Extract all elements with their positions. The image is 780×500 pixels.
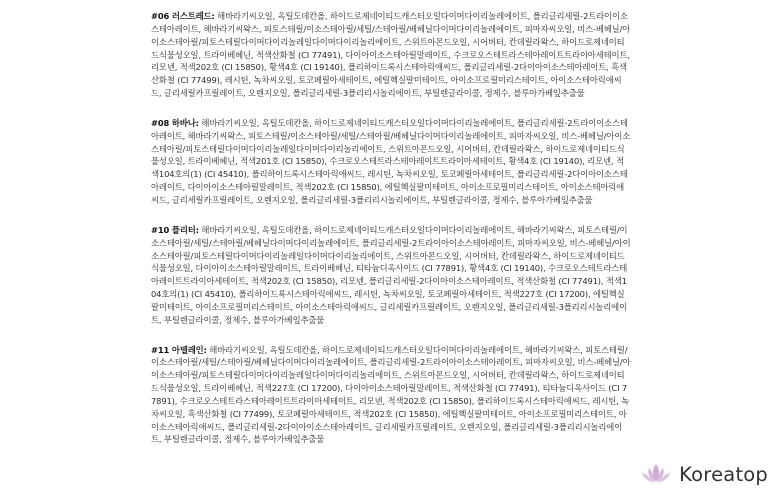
ingredient-list: 해바라기씨오일, 옥틸도데칸올, 하이드로제네이티드캐스터오일다이머다이리놀레에이트, 해바라기씨왁스, 피토스테릴/이소스테아릴/세틸/스테아릴/베헤닐다이머다이리놀레에이트, 폴리글리세릴-2트라이아이소스테아레이트, 피마자씨오일, 비스-베헤닐/아이소스테아릴/피토스테릴다이머다이리놀레일다이머다이리놀리에이트, 스위트아몬드오일, 시어버터, 칸데릴라왁스, 하이드로제네이티드식물성오일, 다이아이소스테아릴말레이트, 트라이베헤닌, 티타늄디옥사이드 (CI 77891), 황색4호 (CI 19140), 수크로오스테트라스테아레이트트라이아세테이트, 적색202호 (CI 15850), 리모넨, 폴리글리세릴-2다이아이소스테아레이트, 적색산화철 (CI 77491), 적색104호의(1) (CI 45410), 폴리하이드록시스테아릭애씨드, 레시틴, 녹차씨오일, 토코페릴아세테이트, 적색227호 (CI 17200), 에틸헥실팔미테이트, 아이소프로필미리스테이트, 아이소스테아릭애씨드, 글리세릴카프릴레이트, 오렌지오일, 폴리글리세릴-3폴리리시놀리에이트, 부틸렌글라이콜, 정제수, 블루아가베잎추출물	[151, 224, 631, 325]
ingredient-section-10	[151, 224, 631, 327]
shade-label: #11 아델레인:	[151, 344, 207, 355]
lotus-icon	[639, 462, 673, 486]
logo-text: Koreatop	[679, 462, 768, 486]
shade-label: #08 하바나:	[151, 117, 199, 128]
ingredient-section-08	[151, 117, 631, 207]
ingredient-section-11	[151, 344, 631, 447]
shade-label: #10 플리터:	[151, 224, 199, 235]
koreatop-logo	[639, 462, 768, 486]
ingredient-list: 해바라기씨오일, 옥틸도데칸올, 하이드로제네이티드캐스터오일다이머다이리놀레에이트, 폴리글리세릴-2트라이이소스테아레이트, 해바라기씨왁스, 피토스테릴/이소스테아릴/세틸/스테아릴/베헤닐다이머다이리놀레에이트, 피마자씨오일, 비스-베헤닐/아이소스테아릴/피토스테릴다이머다이리놀레일다이머다이리놀리에이트, 스위트아몬드오일, 시어버터, 칸데릴라왁스, 하이드로제네이티드식물성오일, 트라이베헤닌, 적색산화철 (CI 77491), 다이아이소스테아릴말레이트, 수크로오스테트라스테아레이트트라이아세테이트, 리모넨, 적색202호 (CI 15850), 황색4호 (CI 19140), 폴리하이드록시스테아릭애씨드, 폴리글리세릴-2다이아이소스테아레이트, 흑색산화철 (CI 77499), 레시틴, 녹차씨오일, 토코페릴아세테이트, 에틸헥실팔미테이트, 아이소프로필미리스테이트, 아이소스테아릭애씨드, 글리세릴카프릴레이트, 오렌지오일, 폴리글리세릴-3폴리리시놀리에이트, 부틸렌글라이콜, 정제수, 블루아가베잎추출물	[151, 11, 631, 99]
ingredients-document	[151, 10, 631, 463]
ingredient-list: 해바라기씨오일, 옥틸도데칸올, 하이드로제네이티드캐스터오일다이머다이리놀레에이트, 폴리글리세릴-2트라이이소스테아레이트, 해바라기씨왁스, 피토스테릴/이소스테아릴/세틸/스테아릴/베헤닐다이머다이리놀레에이트, 피마자씨오일, 비스-베헤닐/아이소스테아릴/피토스테릴다이머다이리놀레일다이머다이리놀리에이트, 스위트아몬드오일, 시어버터, 칸데릴라왁스, 하이드로제네이티드식물성오일, 트라이베헤닌, 적색201호 (CI 15850), 수크로오스테트라스테아레이트트라이아세테이트, 황색4호 (CI 19140), 리모넨, 적색104호의(1) (CI 45410), 폴리하이드록시스테아릭애씨드, 레시틴, 녹차씨오일, 토코페릴아세테이트, 폴리글리세릴-2다이아이소스테아레이트, 다이아이소스테아릴말레이트, 적색202호 (CI 15850), 에틸헥실팔미테이트, 아이소프로필미리스테이트, 아이소스테아릭애씨드, 글리세릴카프릴레이트, 오렌지오일, 폴리글리세릴-3폴리리시놀리에이트, 부틸렌글라이콜, 정제수, 블루아가베잎추출물	[151, 117, 631, 205]
ingredient-list: 해바라기씨오일, 옥틸도데칸올, 하이드로제네이티드캐스터오일다이머다이리놀레에이트, 해바라기씨왁스, 피토스테릴/이소스테아릴/세틸/스테아릴/베헤닐다이머다이리놀레에이트, 폴리글리세릴-2트라이아이소스테아레이트, 피마자씨오일, 비스-베헤닐/아이소스테아릴/피토스테릴다이머다이리놀레일다이머다이리놀리에이트, 스위트아몬드오일, 시어버터, 칸데릴라왁스, 하이드로제네이티드식물성오일, 트라이베헤닌, 적색227호 (CI 17200), 다이아이소스테아릴말레이트, 적색산화철 (CI 77491), 티타늄디옥사이드 (CI 77891), 수크로오스테트라스테아레이트트라이아세테이트, 리모넨, 적색202호 (CI 15850), 폴리하이드록시스테아릭애씨드, 레시틴, 녹차씨오일, 흑색산화철 (CI 77499), 토코페릴아세테이트, 적색202호 (CI 15850), 에틸헥실팔미테이트, 아이소프로필미리스테이트, 아이소스테아릭애씨드, 폴리글리세릴-2다이아이소스테아레이트, 글리세릴카프릴레이트, 오렌지오일, 폴리글리세릴-3폴리리시놀리에이트, 부틸렌글라이콜, 정제수, 블루아가베잎추출물	[151, 344, 631, 445]
ingredient-section-06	[151, 10, 631, 100]
shade-label: #06 러스트레드:	[151, 11, 215, 21]
